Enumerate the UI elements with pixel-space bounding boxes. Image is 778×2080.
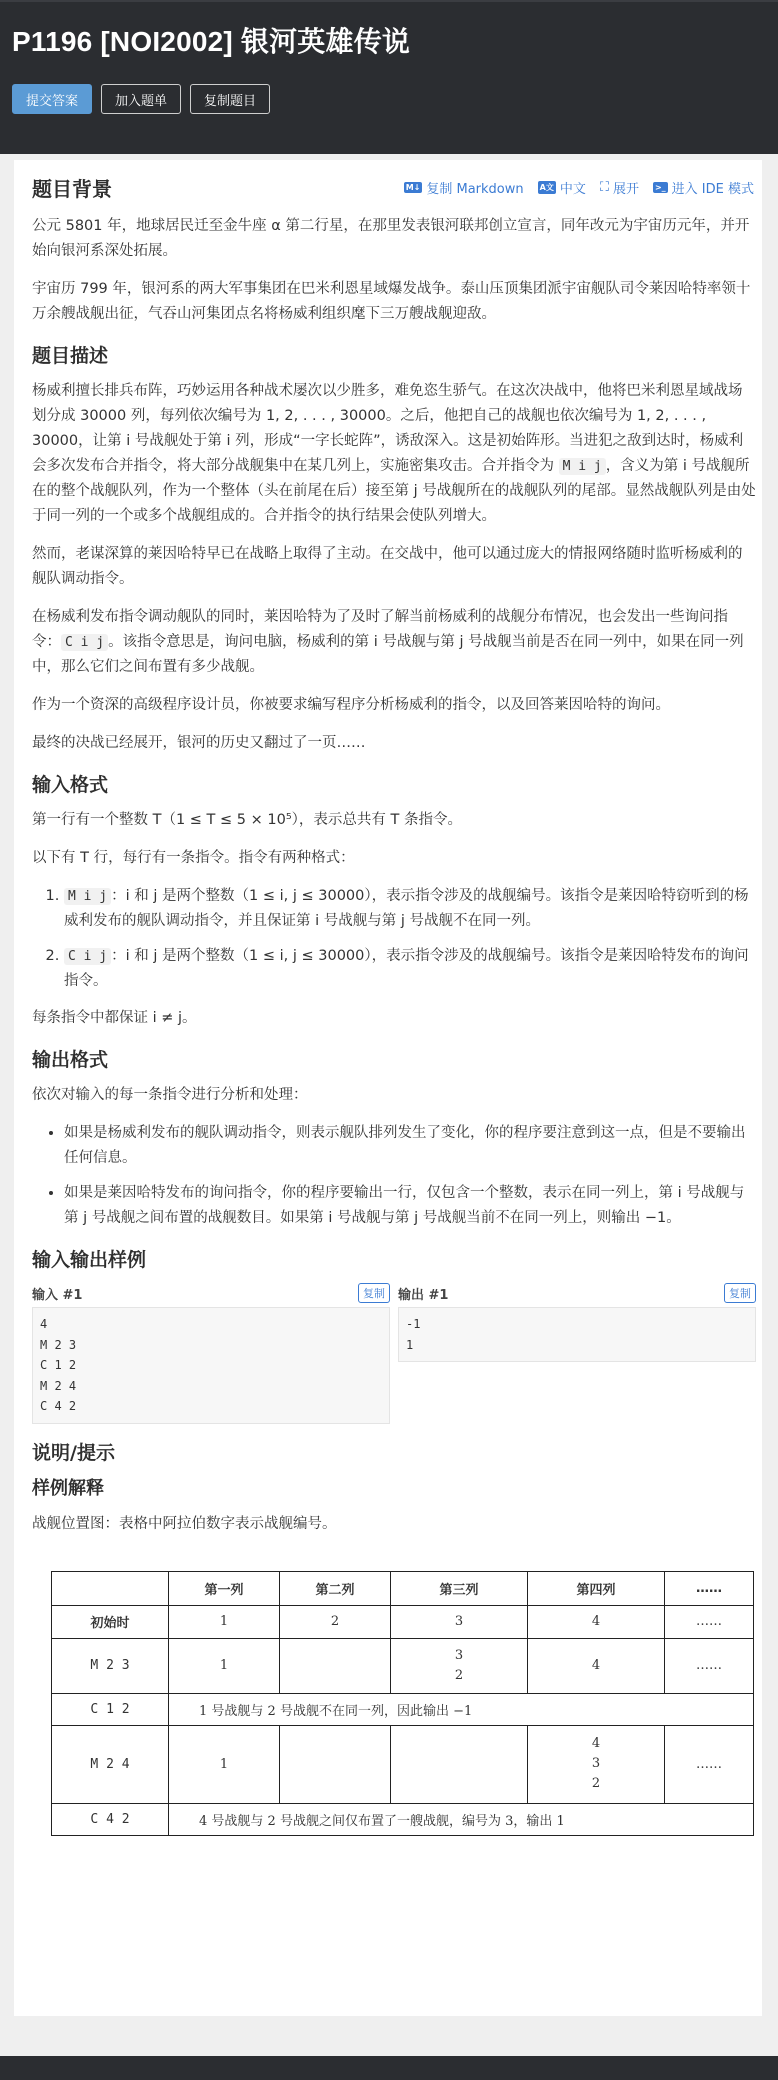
- sample-input-panel: [32, 1283, 390, 1424]
- table-cell: [391, 1725, 528, 1803]
- row-label: M 2 3: [52, 1638, 169, 1693]
- table-cell: ……: [665, 1725, 754, 1803]
- sample-input-content: 4 M 2 3 C 1 2 M 2 4 C 4 2: [32, 1307, 390, 1424]
- description-title: 题目描述: [32, 345, 109, 367]
- list-item: 1. M i j ：i 和 j 是两个整数（1 ≤ i, j ≤ 30000），表示指令涉及的战舰编号。该指令是莱因哈特窃听到的杨威利发布的舰队调动指令，并且保证第 i 号战舰与第 j 号战舰不在同一列。: [64, 884, 756, 934]
- sample-explanation-title: 样例解释: [32, 1477, 104, 1499]
- merged-cell: 1 号战舰与 2 号战舰不在同一列，因此输出 −1: [169, 1693, 754, 1725]
- table-header-cell: 第三列: [391, 1571, 528, 1605]
- table-cell: 1: [169, 1638, 280, 1693]
- table-cell: ……: [665, 1605, 754, 1638]
- sample-output-panel: [398, 1283, 756, 1424]
- table-cell: 1: [169, 1605, 280, 1638]
- submit-answer-button[interactable]: 提交答案: [12, 84, 92, 114]
- background-paragraph-2: 宇宙历 799 年，银河系的两大军事集团在巴米利恩星域爆发战争。泰山压顶集团派宇宙舰队司令莱因哈特率领十万余艘战舰出征，气吞山河集团点名将杨威利组织麾下三万艘战舰迎敌。: [32, 281, 751, 322]
- table-cell: 2: [280, 1605, 391, 1638]
- sample-output-content: -1 1: [398, 1307, 756, 1362]
- background-title: 题目背景: [32, 177, 112, 201]
- row-label: 初始时: [52, 1605, 169, 1638]
- description-paragraph-4: 作为一个资深的高级程序设计员，你被要求编写程序分析杨威利的指令，以及回答莱因哈特的询问。: [32, 697, 670, 713]
- output-paragraph-1: 依次对输入的每一条指令进行分析和处理：: [32, 1087, 308, 1103]
- copy-input-button[interactable]: 复制: [358, 1283, 390, 1303]
- samples-title: 输入输出样例: [32, 1249, 147, 1271]
- query-command-code: C i j: [61, 634, 108, 651]
- copy-output-button[interactable]: 复制: [724, 1283, 756, 1303]
- background-paragraph-1: 公元 5801 年，地球居民迁至金牛座 α 第二行星，在那里发表银河联邦创立宣言，同年改元为宇宙历元年，并开始向银河系深处拓展。: [32, 218, 750, 259]
- language-label: 中文: [559, 182, 586, 197]
- table-row: [52, 1638, 754, 1693]
- description-paragraph-5: 最终的决战已经展开，银河的历史又翻过了一页……: [32, 735, 366, 751]
- table-cell: [280, 1638, 391, 1693]
- problem-card: [14, 160, 762, 2016]
- ship-position-table: [51, 1571, 754, 1836]
- table-header-cell: [52, 1571, 169, 1605]
- input-paragraph-1: 第一行有一个整数 T（1 ≤ T ≤ 5 × 10⁵），表示总共有 T 条指令。: [32, 812, 462, 828]
- add-to-list-button[interactable]: 加入题单: [101, 84, 181, 114]
- table-cell: 1: [169, 1725, 280, 1803]
- row-label: C 1 2: [52, 1693, 169, 1725]
- expand-label: 展开: [612, 182, 639, 197]
- list-item: 2. C i j ：i 和 j 是两个整数（1 ≤ i, j ≤ 30000），表示指令涉及的战舰编号。该指令是莱因哈特发布的询问指令。: [64, 944, 756, 994]
- table-header-cell: 第四列: [528, 1571, 665, 1605]
- markdown-icon: M↓: [405, 183, 421, 192]
- hint-paragraph: 战舰位置图：表格中阿拉伯数字表示战舰编号。: [32, 1515, 337, 1532]
- description-paragraph-3: 在杨威利发布指令调动舰队的同时，莱因哈特为了及时了解当前杨威利的战舰分布情况，也会发出一些询问指令： C i j 。该指令意思是，询问电脑，杨威利的第 i 号战舰与第 j 号战舰当前是否在同一列中，如果在同一列中，那么它们之间布置有多少战舰。: [32, 609, 744, 675]
- table-cell: 3 2: [391, 1638, 528, 1693]
- table-row: [52, 1725, 754, 1803]
- translate-icon: A文: [539, 183, 554, 192]
- table-cell: 4: [528, 1638, 665, 1693]
- table-cell: [280, 1725, 391, 1803]
- row-label: C 4 2: [52, 1803, 169, 1835]
- sample-input-label: 输入 #1: [32, 1287, 83, 1303]
- table-cell: 4: [528, 1605, 665, 1638]
- problem-header: [0, 0, 778, 154]
- problem-content: [32, 174, 756, 1836]
- description-paragraph-1: 杨威利擅长排兵布阵，巧妙运用各种战术屡次以少胜多，难免恣生骄气。在这次决战中，他将巴米利恩星域战场划分成 30000 列，每列依次编号为 1, 2, . . . , 30000。之后，他把自己的战舰也依次编号为 1, 2, . . . , 30000，让第 i 号战舰处于第 i 列，形成“一字长蛇阵”，诱敌深入。这是初始阵形。当进犯之敌到达时，杨威利会多次发布合并指令，将大部分战舰集中在某几列上，实施密集攻击。合并指令为 M i j ，含义为第 i 号战舰所在的整个战舰队列，作为一个整体（头在前尾在后）接至第 j 号战舰所在的战舰队列的尾部。显然战舰队列是由处于同一列的一个或多个战舰组成的。合并指令的执行结果会使队列增大。: [32, 383, 756, 524]
- ide-mode-label: 进入 IDE 模式: [671, 182, 754, 197]
- samples-block: [32, 1283, 756, 1424]
- table-row: [52, 1803, 754, 1835]
- table-header-row: [52, 1571, 754, 1605]
- table-header-cell: 第二列: [280, 1571, 391, 1605]
- merged-cell: 4 号战舰与 2 号战舰之间仅布置了一艘战舰，编号为 3，输出 1: [169, 1803, 754, 1835]
- command-code: M i j: [64, 888, 111, 905]
- table-header-cell: ……: [665, 1571, 754, 1605]
- description-paragraph-2: 然而，老谋深算的莱因哈特早已在战略上取得了主动。在交战中，他可以通过庞大的情报网络随时监听杨威利的舰队调动指令。: [32, 546, 743, 587]
- expand-icon: ⛶: [599, 180, 609, 195]
- terminal-icon: >_: [654, 183, 666, 192]
- header-buttons: [12, 84, 270, 114]
- command-code: C i j: [64, 948, 111, 965]
- problem-title: P1196 [NOI2002] 银河英雄传说: [12, 26, 411, 57]
- table-cell: ……: [665, 1638, 754, 1693]
- input-paragraph-3: 每条指令中都保证 i ≠ j。: [32, 1010, 197, 1026]
- copy-problem-button[interactable]: 复制题目: [190, 84, 270, 114]
- table-row: [52, 1693, 754, 1725]
- hint-title: 说明/提示: [32, 1441, 115, 1464]
- table-cell: 4 3 2: [528, 1725, 665, 1803]
- output-format-title: 输出格式: [32, 1049, 109, 1071]
- input-format-title: 输入格式: [32, 774, 109, 796]
- output-rules-list: [32, 1121, 756, 1231]
- input-paragraph-2: 以下有 T 行，每行有一条指令。指令有两种格式：: [32, 850, 355, 866]
- table-row: [52, 1605, 754, 1638]
- row-label: M 2 4: [52, 1725, 169, 1803]
- page-footer: [0, 2056, 778, 2080]
- merge-command-code: M i j: [559, 458, 606, 475]
- table-header-cell: 第一列: [169, 1571, 280, 1605]
- sample-output-label: 输出 #1: [398, 1287, 449, 1303]
- list-item: • 如果是杨威利发布的舰队调动指令，则表示舰队排列发生了变化，你的程序要注意到这一点，但是不要输出任何信息。: [64, 1121, 756, 1171]
- copy-markdown-label: 复制 Markdown: [426, 182, 524, 197]
- table-cell: 3: [391, 1605, 528, 1638]
- list-item: • 如果是莱因哈特发布的询问指令，你的程序要输出一行，仅包含一个整数，表示在同一列上，第 i 号战舰与第 j 号战舰之间布置的战舰数目。如果第 i 号战舰与第 j 号战舰当前不在同一列上，则输出 −1。: [64, 1181, 756, 1231]
- command-format-list: [32, 884, 756, 994]
